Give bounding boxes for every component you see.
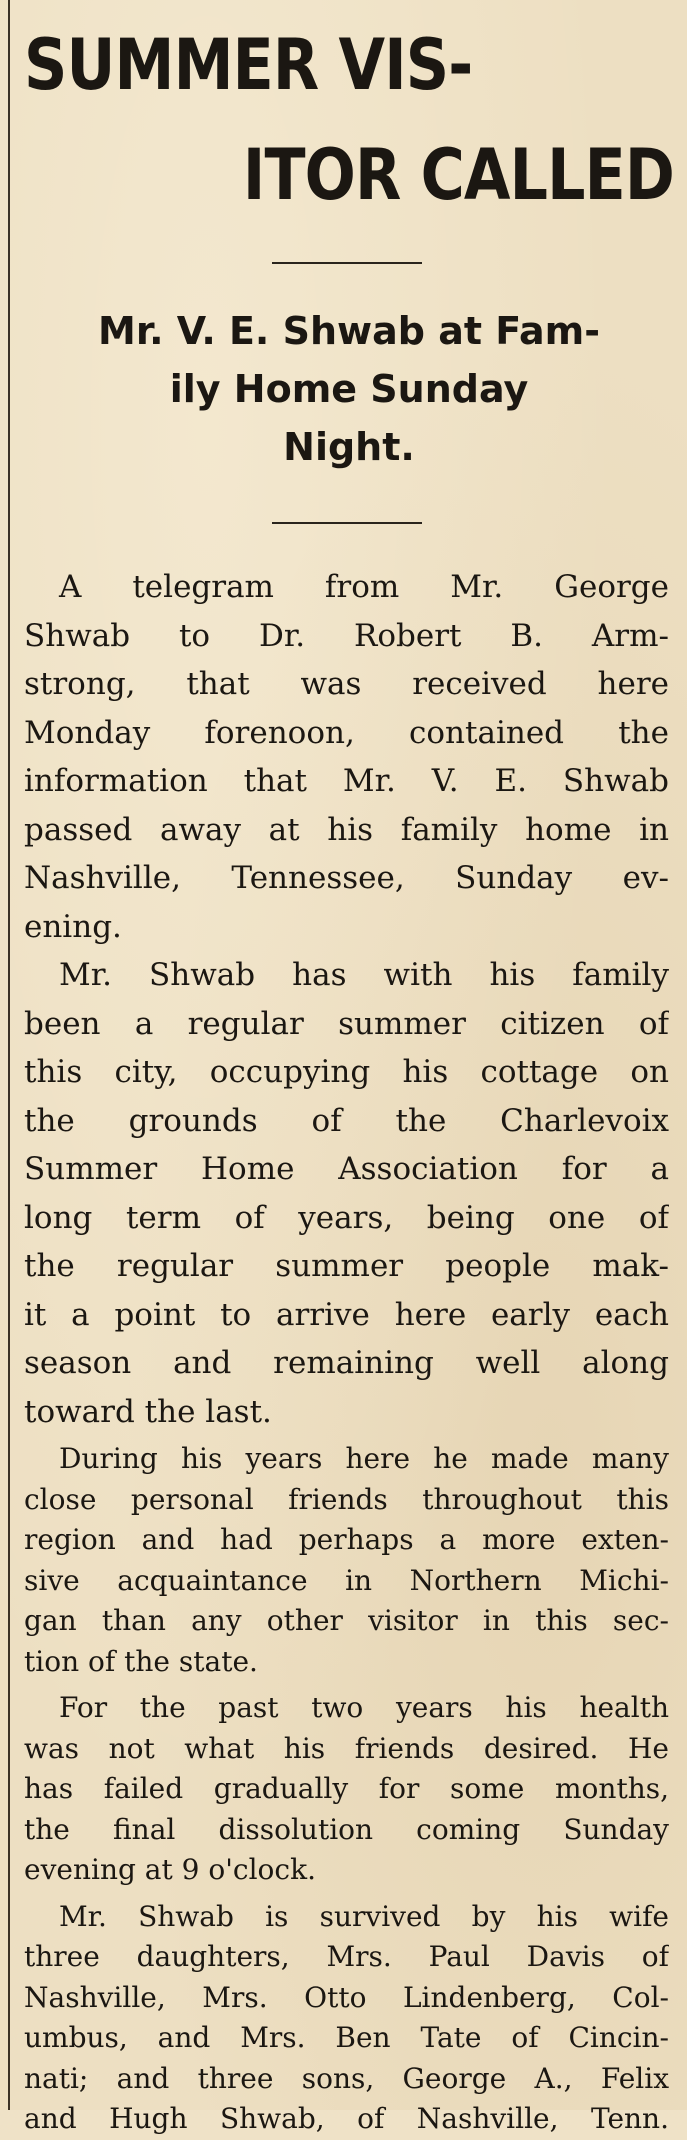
paragraph-4 [24, 1688, 669, 1891]
text-line: information that Mr. V. E. Shwab [24, 763, 669, 799]
text-line: gan than any other visitor in this sec- [24, 1604, 669, 1637]
paragraph-1 [24, 563, 669, 951]
text-line: the final dissolution coming Sunday [24, 1812, 669, 1846]
text-line: sive acquaintance in Northern Michi- [24, 1563, 669, 1597]
text-line: umbus, and Mrs. Ben Tate of Cincin- [24, 2021, 669, 2054]
divider-rule-bottom [272, 522, 422, 524]
headline-line-1: SUMMER VIS- [24, 24, 473, 106]
text-line: long term of years, being one of [24, 1199, 669, 1236]
subheadline [24, 302, 674, 476]
text-line: Shwab to Dr. Robert B. Arm- [24, 617, 669, 654]
text-line: Mr. Shwab is survived by his wife [59, 1899, 669, 1933]
text-line: region and had perhaps a more exten- [24, 1523, 669, 1556]
text-line: Monday forenoon, contained the [24, 714, 669, 751]
divider-rule-top [272, 262, 422, 264]
text-line: Summer Home Association for a [24, 1151, 669, 1187]
text-line: three daughters, Mrs. Paul Davis of [24, 1940, 669, 1973]
text-line: strong, that was received here [24, 666, 669, 702]
subheadline-line-2: ily Home Sunday [169, 367, 529, 411]
text-line: close personal friends throughout this [24, 1482, 669, 1516]
subheadline-line-3: Night. [283, 425, 415, 469]
text-line: Mr. Shwab has with his family [59, 957, 669, 993]
text-line: evening at 9 o'clock. [24, 1853, 316, 1886]
text-line: ening. [24, 908, 122, 945]
article-body [24, 563, 669, 2140]
text-line: been a regular summer citizen of [24, 1005, 669, 1042]
text-line: Nashville, Mrs. Otto Lindenberg, Col- [24, 1980, 669, 2014]
text-line: nati; and three sons, George A., Felix [24, 2061, 669, 2095]
paragraph-2 [24, 951, 669, 1436]
text-line: tion of the state. [24, 1644, 258, 1678]
text-line: toward the last. [24, 1393, 272, 1430]
text-line: and Hugh Shwab, of Nashville, Tenn. [24, 2102, 669, 2135]
text-line: has failed gradually for some months, [24, 1772, 669, 1805]
text-line: the regular summer people mak- [24, 1248, 669, 1284]
text-line: season and remaining well along [24, 1345, 669, 1381]
text-line: was not what his friends desired. He [24, 1731, 669, 1765]
column-rule [8, 0, 10, 2110]
text-line: Nashville, Tennessee, Sunday ev- [24, 860, 669, 896]
paragraph-3 [24, 1439, 669, 1682]
headline-line-2: ITOR CALLED [242, 134, 674, 216]
paragraph-5 [24, 1897, 669, 2140]
text-line: the grounds of the Charlevoix [24, 1102, 669, 1139]
text-line: A telegram from Mr. George [59, 569, 669, 605]
subheadline-line-1: Mr. V. E. Shwab at Fam- [98, 309, 600, 353]
text-line: it a point to arrive here early each [24, 1296, 669, 1333]
text-line: passed away at his family home in [24, 811, 669, 848]
text-line: During his years here he made many [59, 1442, 669, 1475]
text-line: For the past two years his health [59, 1691, 669, 1724]
text-line: this city, occupying his cottage on [24, 1054, 669, 1090]
